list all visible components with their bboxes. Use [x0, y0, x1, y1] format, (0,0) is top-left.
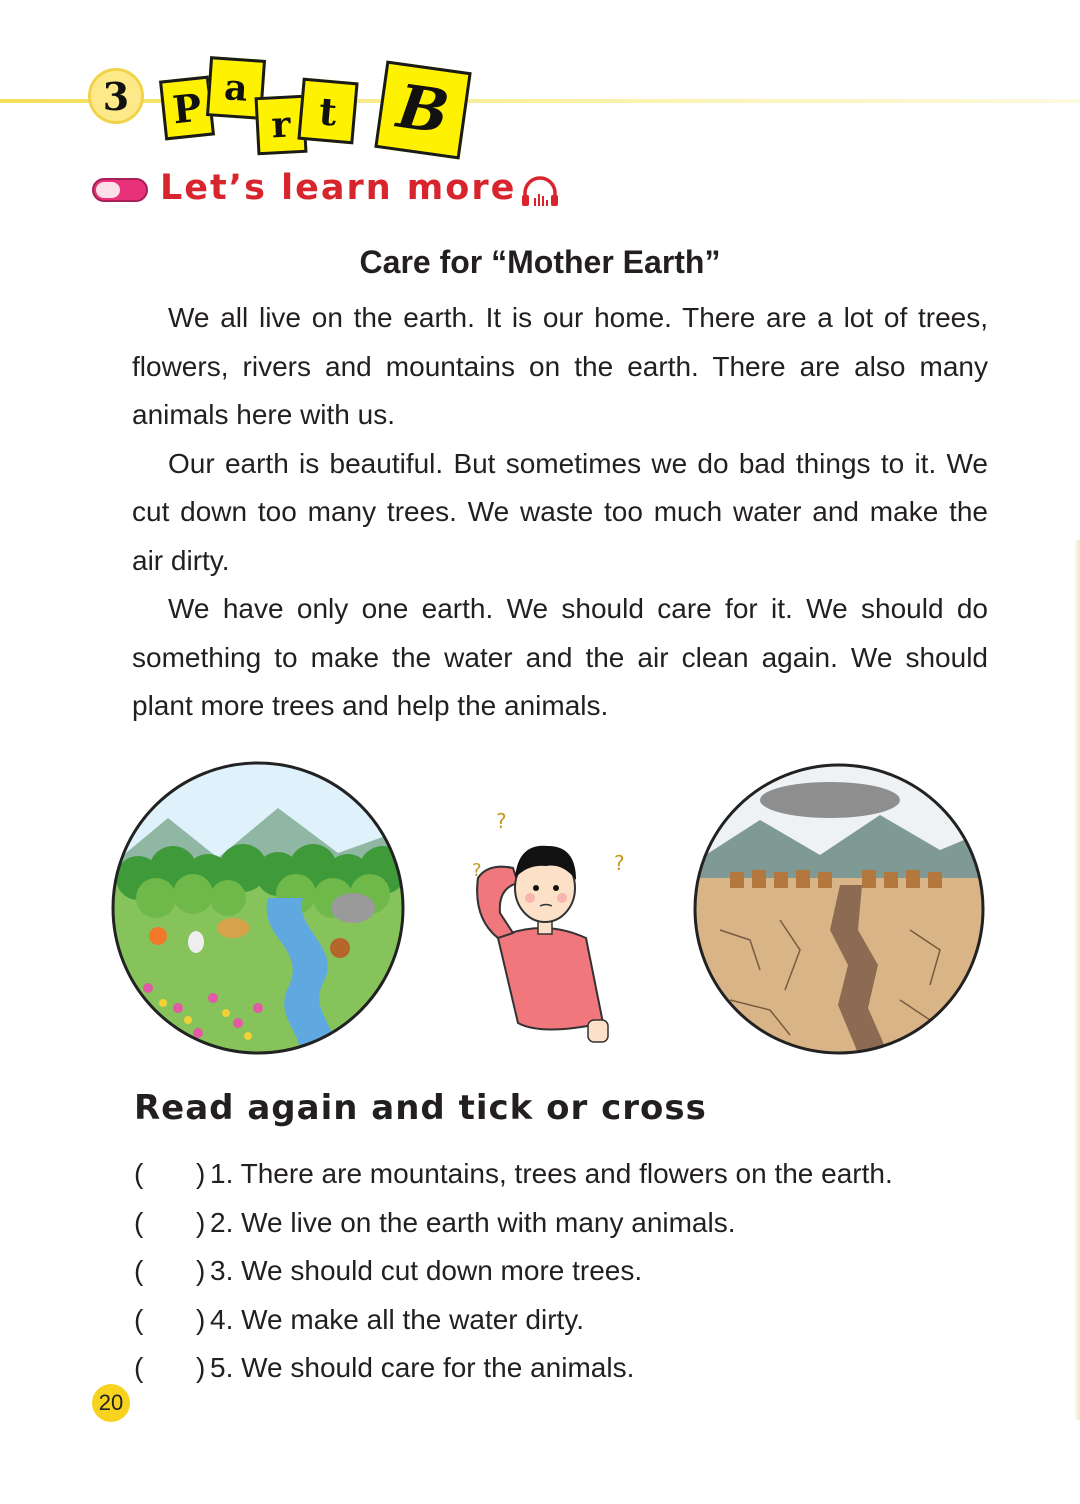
- passage-paragraph: Our earth is beautiful. But sometimes we do bad things to it. We cut down too many trees. We waste too much water and make the air dirty.: [132, 447, 988, 576]
- part-letter-cube: r: [255, 95, 308, 156]
- answer-bracket-close: ): [196, 1206, 206, 1238]
- page-number: 20: [92, 1384, 130, 1422]
- exercise-title: Read again and tick or cross: [134, 1088, 707, 1128]
- answer-bracket-open: (: [134, 1303, 144, 1335]
- healthy-earth-illustration: [108, 758, 408, 1058]
- answer-bracket-open: (: [134, 1255, 144, 1286]
- exercise-item[interactable]: [134, 1150, 1034, 1199]
- exercise-statement: 2. We live on the earth with many animals.: [210, 1206, 736, 1238]
- answer-bracket-open: (: [134, 1352, 144, 1383]
- page-edge-shading: [1074, 540, 1080, 1420]
- exercise-item[interactable]: [134, 1296, 1034, 1345]
- question-mark: ?: [496, 809, 507, 833]
- answer-bracket-close: ): [196, 1303, 206, 1335]
- part-header: [0, 0, 520, 170]
- damaged-earth-illustration: [690, 760, 988, 1058]
- exercise-list: [134, 1150, 1034, 1393]
- headphones-icon[interactable]: [520, 176, 560, 208]
- answer-bracket-open: (: [134, 1206, 144, 1238]
- exercise-statement: 4. We make all the water dirty.: [210, 1303, 584, 1335]
- confused-boy-illustration: [458, 808, 628, 1053]
- section-title: Let’s learn more: [160, 168, 517, 208]
- answer-bracket-close: ): [196, 1158, 206, 1189]
- part-b-cube: B: [374, 60, 471, 159]
- exercise-statement: 5. We should care for the animals.: [210, 1352, 635, 1383]
- answer-bracket-close: ): [196, 1352, 206, 1383]
- exercise-statement: 1. There are mountains, trees and flowers on the earth.: [210, 1158, 893, 1189]
- exercise-item[interactable]: [134, 1199, 1034, 1248]
- answer-bracket-open: (: [134, 1158, 144, 1189]
- part-letter-cube: a: [206, 56, 266, 120]
- exercise-item[interactable]: [134, 1344, 1034, 1393]
- passage-title: Care for “Mother Earth”: [359, 244, 721, 280]
- passage-paragraph: We all live on the earth. It is our home. There are a lot of trees, flowers, rivers and mountains on the earth. There are also many animals here with us.: [132, 302, 988, 430]
- reading-passage: [132, 294, 988, 731]
- part-letter-cube: P: [159, 76, 215, 141]
- exercise-item[interactable]: [134, 1247, 1034, 1296]
- passage-paragraph: We have only one earth. We should care for it. We should do something to make the water and the air clean again. We should plant more trees and help the animals.: [132, 593, 988, 721]
- part-letter-cube: t: [297, 78, 358, 145]
- answer-bracket-close: ): [196, 1255, 206, 1286]
- play-icon: [96, 182, 120, 198]
- question-mark: ?: [614, 851, 625, 875]
- unit-number-badge: 3: [88, 68, 144, 124]
- exercise-statement: 3. We should cut down more trees.: [210, 1255, 643, 1286]
- question-mark: ?: [472, 860, 482, 881]
